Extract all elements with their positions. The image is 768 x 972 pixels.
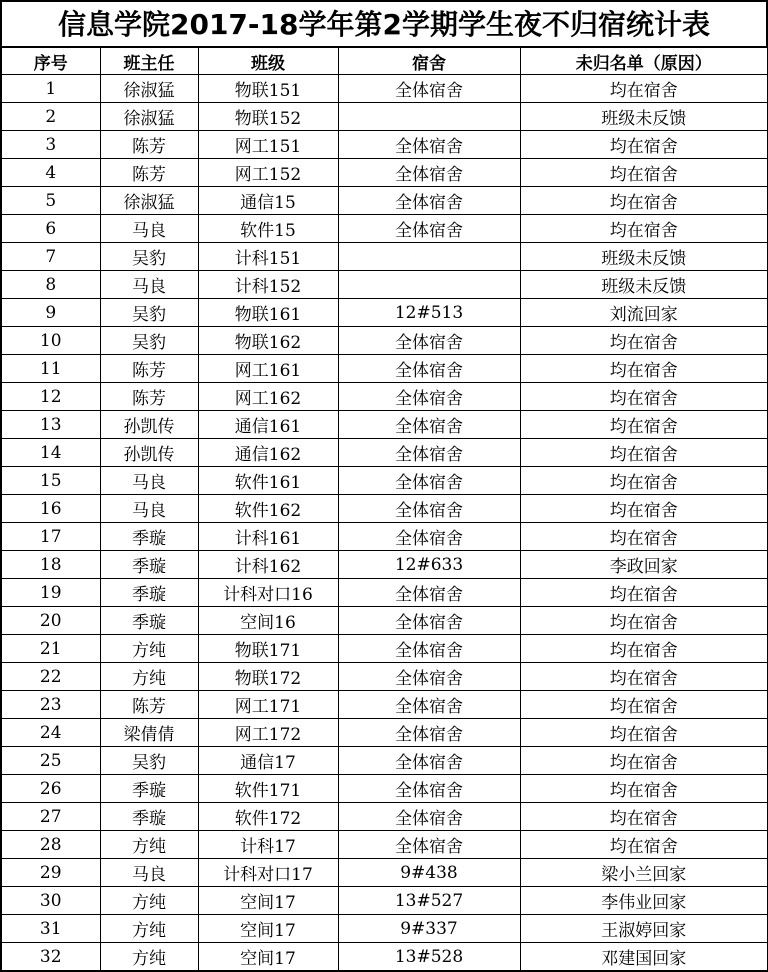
cell-head-teacher: 马良 bbox=[100, 495, 198, 523]
table-row bbox=[2, 383, 768, 411]
cell-dormitory: 全体宿舍 bbox=[338, 355, 520, 383]
cell-absent-list: 均在宿舍 bbox=[520, 775, 768, 803]
cell-serial-number: 9 bbox=[2, 299, 100, 327]
cell-serial-number: 19 bbox=[2, 579, 100, 607]
cell-absent-list: 班级未反馈 bbox=[520, 243, 768, 271]
cell-head-teacher: 方纯 bbox=[100, 943, 198, 972]
cell-dormitory: 全体宿舍 bbox=[338, 719, 520, 747]
cell-dormitory: 全体宿舍 bbox=[338, 467, 520, 495]
header-dormitory: 宿舍 bbox=[338, 48, 520, 75]
cell-absent-list: 均在宿舍 bbox=[520, 215, 768, 243]
table-row bbox=[2, 299, 768, 327]
table-row bbox=[2, 551, 768, 579]
cell-head-teacher: 方纯 bbox=[100, 663, 198, 691]
cell-serial-number: 22 bbox=[2, 663, 100, 691]
cell-class: 通信162 bbox=[198, 439, 338, 467]
cell-dormitory: 全体宿舍 bbox=[338, 131, 520, 159]
cell-head-teacher: 陈芳 bbox=[100, 383, 198, 411]
cell-serial-number: 17 bbox=[2, 523, 100, 551]
cell-head-teacher: 吴豹 bbox=[100, 243, 198, 271]
table-row bbox=[2, 887, 768, 915]
cell-head-teacher: 季璇 bbox=[100, 803, 198, 831]
table-row bbox=[2, 411, 768, 439]
table-body bbox=[2, 75, 768, 972]
cell-head-teacher: 马良 bbox=[100, 467, 198, 495]
cell-class: 软件162 bbox=[198, 495, 338, 523]
cell-head-teacher: 徐淑猛 bbox=[100, 75, 198, 103]
table-row bbox=[2, 215, 768, 243]
cell-head-teacher: 季璇 bbox=[100, 775, 198, 803]
cell-head-teacher: 孙凯传 bbox=[100, 411, 198, 439]
cell-serial-number: 30 bbox=[2, 887, 100, 915]
cell-absent-list: 均在宿舍 bbox=[520, 327, 768, 355]
cell-class: 物联171 bbox=[198, 635, 338, 663]
cell-dormitory: 全体宿舍 bbox=[338, 327, 520, 355]
cell-class: 网工171 bbox=[198, 691, 338, 719]
cell-serial-number: 13 bbox=[2, 411, 100, 439]
cell-dormitory: 全体宿舍 bbox=[338, 579, 520, 607]
cell-serial-number: 31 bbox=[2, 915, 100, 943]
cell-absent-list: 均在宿舍 bbox=[520, 607, 768, 635]
cell-class: 空间17 bbox=[198, 915, 338, 943]
cell-absent-list: 均在宿舍 bbox=[520, 131, 768, 159]
table-row bbox=[2, 523, 768, 551]
cell-dormitory: 13#528 bbox=[338, 943, 520, 972]
cell-serial-number: 12 bbox=[2, 383, 100, 411]
header-absent-list: 未归名单（原因） bbox=[520, 48, 768, 75]
cell-class: 空间17 bbox=[198, 943, 338, 972]
table-row bbox=[2, 271, 768, 299]
cell-serial-number: 10 bbox=[2, 327, 100, 355]
cell-head-teacher: 方纯 bbox=[100, 635, 198, 663]
cell-head-teacher: 徐淑猛 bbox=[100, 103, 198, 131]
cell-dormitory: 12#513 bbox=[338, 299, 520, 327]
cell-dormitory: 12#633 bbox=[338, 551, 520, 579]
cell-serial-number: 14 bbox=[2, 439, 100, 467]
cell-class: 软件171 bbox=[198, 775, 338, 803]
cell-dormitory: 13#527 bbox=[338, 887, 520, 915]
cell-serial-number: 29 bbox=[2, 859, 100, 887]
table-row bbox=[2, 495, 768, 523]
cell-serial-number: 15 bbox=[2, 467, 100, 495]
table-row bbox=[2, 747, 768, 775]
table-row bbox=[2, 75, 768, 103]
header-serial-number: 序号 bbox=[2, 48, 100, 75]
cell-dormitory bbox=[338, 103, 520, 131]
cell-dormitory bbox=[338, 243, 520, 271]
table-row bbox=[2, 719, 768, 747]
cell-absent-list: 王淑婷回家 bbox=[520, 915, 768, 943]
cell-dormitory: 全体宿舍 bbox=[338, 411, 520, 439]
table-row bbox=[2, 607, 768, 635]
cell-absent-list: 刘流回家 bbox=[520, 299, 768, 327]
cell-serial-number: 23 bbox=[2, 691, 100, 719]
cell-head-teacher: 吴豹 bbox=[100, 299, 198, 327]
cell-class: 网工162 bbox=[198, 383, 338, 411]
cell-absent-list: 均在宿舍 bbox=[520, 579, 768, 607]
cell-head-teacher: 马良 bbox=[100, 215, 198, 243]
cell-absent-list: 均在宿舍 bbox=[520, 495, 768, 523]
cell-class: 空间16 bbox=[198, 607, 338, 635]
cell-serial-number: 1 bbox=[2, 75, 100, 103]
table-row bbox=[2, 439, 768, 467]
cell-head-teacher: 吴豹 bbox=[100, 747, 198, 775]
cell-class: 物联161 bbox=[198, 299, 338, 327]
cell-absent-list: 李伟业回家 bbox=[520, 887, 768, 915]
table-row bbox=[2, 327, 768, 355]
cell-head-teacher: 方纯 bbox=[100, 831, 198, 859]
cell-absent-list: 均在宿舍 bbox=[520, 691, 768, 719]
cell-dormitory: 9#438 bbox=[338, 859, 520, 887]
cell-dormitory: 全体宿舍 bbox=[338, 607, 520, 635]
cell-serial-number: 27 bbox=[2, 803, 100, 831]
cell-absent-list: 均在宿舍 bbox=[520, 467, 768, 495]
cell-class: 空间17 bbox=[198, 887, 338, 915]
cell-absent-list: 均在宿舍 bbox=[520, 831, 768, 859]
cell-absent-list: 均在宿舍 bbox=[520, 663, 768, 691]
table-row bbox=[2, 243, 768, 271]
cell-serial-number: 20 bbox=[2, 607, 100, 635]
table-row bbox=[2, 579, 768, 607]
cell-absent-list: 均在宿舍 bbox=[520, 635, 768, 663]
cell-serial-number: 21 bbox=[2, 635, 100, 663]
cell-absent-list: 均在宿舍 bbox=[520, 719, 768, 747]
cell-head-teacher: 季璇 bbox=[100, 579, 198, 607]
header-head-teacher: 班主任 bbox=[100, 48, 198, 75]
cell-class: 网工172 bbox=[198, 719, 338, 747]
cell-head-teacher: 马良 bbox=[100, 859, 198, 887]
cell-class: 软件172 bbox=[198, 803, 338, 831]
cell-class: 网工152 bbox=[198, 159, 338, 187]
cell-serial-number: 5 bbox=[2, 187, 100, 215]
cell-class: 物联152 bbox=[198, 103, 338, 131]
cell-serial-number: 16 bbox=[2, 495, 100, 523]
cell-absent-list: 均在宿舍 bbox=[520, 803, 768, 831]
cell-absent-list: 均在宿舍 bbox=[520, 75, 768, 103]
cell-serial-number: 7 bbox=[2, 243, 100, 271]
cell-serial-number: 24 bbox=[2, 719, 100, 747]
cell-head-teacher: 马良 bbox=[100, 271, 198, 299]
cell-class: 通信17 bbox=[198, 747, 338, 775]
table-row bbox=[2, 187, 768, 215]
cell-absent-list: 班级未反馈 bbox=[520, 103, 768, 131]
cell-dormitory: 全体宿舍 bbox=[338, 383, 520, 411]
table-row bbox=[2, 635, 768, 663]
table-row bbox=[2, 859, 768, 887]
cell-serial-number: 3 bbox=[2, 131, 100, 159]
cell-serial-number: 4 bbox=[2, 159, 100, 187]
cell-absent-list: 均在宿舍 bbox=[520, 187, 768, 215]
cell-class: 网工161 bbox=[198, 355, 338, 383]
cell-class: 计科152 bbox=[198, 271, 338, 299]
cell-dormitory: 全体宿舍 bbox=[338, 635, 520, 663]
table-row bbox=[2, 803, 768, 831]
cell-serial-number: 32 bbox=[2, 943, 100, 972]
table-row bbox=[2, 355, 768, 383]
cell-head-teacher: 季璇 bbox=[100, 607, 198, 635]
cell-head-teacher: 孙凯传 bbox=[100, 439, 198, 467]
table-row bbox=[2, 131, 768, 159]
cell-absent-list: 梁小兰回家 bbox=[520, 859, 768, 887]
table-row bbox=[2, 943, 768, 972]
cell-class: 网工151 bbox=[198, 131, 338, 159]
sheet-title: 信息学院2017-18学年第2学期学生夜不归宿统计表 bbox=[2, 2, 768, 48]
cell-dormitory: 全体宿舍 bbox=[338, 439, 520, 467]
cell-absent-list: 均在宿舍 bbox=[520, 747, 768, 775]
table-row bbox=[2, 775, 768, 803]
cell-head-teacher: 陈芳 bbox=[100, 131, 198, 159]
statistics-table bbox=[2, 48, 768, 972]
table-row bbox=[2, 915, 768, 943]
header-row bbox=[2, 48, 768, 75]
cell-class: 计科对口16 bbox=[198, 579, 338, 607]
cell-absent-list: 均在宿舍 bbox=[520, 439, 768, 467]
cell-head-teacher: 季璇 bbox=[100, 523, 198, 551]
cell-class: 物联151 bbox=[198, 75, 338, 103]
table-row bbox=[2, 663, 768, 691]
cell-absent-list: 李政回家 bbox=[520, 551, 768, 579]
cell-absent-list: 班级未反馈 bbox=[520, 271, 768, 299]
cell-class: 计科对口17 bbox=[198, 859, 338, 887]
cell-absent-list: 均在宿舍 bbox=[520, 523, 768, 551]
cell-absent-list: 均在宿舍 bbox=[520, 159, 768, 187]
cell-serial-number: 25 bbox=[2, 747, 100, 775]
cell-head-teacher: 陈芳 bbox=[100, 355, 198, 383]
cell-dormitory: 全体宿舍 bbox=[338, 831, 520, 859]
table-header bbox=[2, 48, 768, 75]
cell-class: 物联162 bbox=[198, 327, 338, 355]
cell-head-teacher: 陈芳 bbox=[100, 691, 198, 719]
cell-head-teacher: 方纯 bbox=[100, 887, 198, 915]
cell-class: 物联172 bbox=[198, 663, 338, 691]
cell-serial-number: 26 bbox=[2, 775, 100, 803]
table-row bbox=[2, 831, 768, 859]
cell-serial-number: 11 bbox=[2, 355, 100, 383]
cell-dormitory: 全体宿舍 bbox=[338, 75, 520, 103]
cell-class: 软件15 bbox=[198, 215, 338, 243]
table-row bbox=[2, 159, 768, 187]
cell-head-teacher: 吴豹 bbox=[100, 327, 198, 355]
cell-serial-number: 28 bbox=[2, 831, 100, 859]
cell-dormitory: 9#337 bbox=[338, 915, 520, 943]
cell-head-teacher: 方纯 bbox=[100, 915, 198, 943]
cell-dormitory: 全体宿舍 bbox=[338, 663, 520, 691]
cell-class: 计科151 bbox=[198, 243, 338, 271]
table-row bbox=[2, 103, 768, 131]
cell-dormitory: 全体宿舍 bbox=[338, 747, 520, 775]
cell-absent-list: 均在宿舍 bbox=[520, 355, 768, 383]
cell-dormitory: 全体宿舍 bbox=[338, 691, 520, 719]
cell-class: 计科161 bbox=[198, 523, 338, 551]
cell-serial-number: 6 bbox=[2, 215, 100, 243]
cell-class: 通信161 bbox=[198, 411, 338, 439]
cell-head-teacher: 徐淑猛 bbox=[100, 187, 198, 215]
cell-dormitory: 全体宿舍 bbox=[338, 495, 520, 523]
table-row bbox=[2, 691, 768, 719]
cell-dormitory: 全体宿舍 bbox=[338, 215, 520, 243]
cell-head-teacher: 陈芳 bbox=[100, 159, 198, 187]
cell-dormitory: 全体宿舍 bbox=[338, 775, 520, 803]
cell-serial-number: 18 bbox=[2, 551, 100, 579]
cell-serial-number: 2 bbox=[2, 103, 100, 131]
cell-absent-list: 邓建国回家 bbox=[520, 943, 768, 972]
table-row bbox=[2, 467, 768, 495]
cell-absent-list: 均在宿舍 bbox=[520, 411, 768, 439]
cell-dormitory bbox=[338, 271, 520, 299]
cell-dormitory: 全体宿舍 bbox=[338, 159, 520, 187]
cell-class: 计科17 bbox=[198, 831, 338, 859]
cell-dormitory: 全体宿舍 bbox=[338, 803, 520, 831]
cell-class: 通信15 bbox=[198, 187, 338, 215]
cell-dormitory: 全体宿舍 bbox=[338, 523, 520, 551]
cell-class: 软件161 bbox=[198, 467, 338, 495]
cell-dormitory: 全体宿舍 bbox=[338, 187, 520, 215]
cell-class: 计科162 bbox=[198, 551, 338, 579]
cell-serial-number: 8 bbox=[2, 271, 100, 299]
cell-head-teacher: 梁倩倩 bbox=[100, 719, 198, 747]
header-class: 班级 bbox=[198, 48, 338, 75]
cell-absent-list: 均在宿舍 bbox=[520, 383, 768, 411]
cell-head-teacher: 季璇 bbox=[100, 551, 198, 579]
